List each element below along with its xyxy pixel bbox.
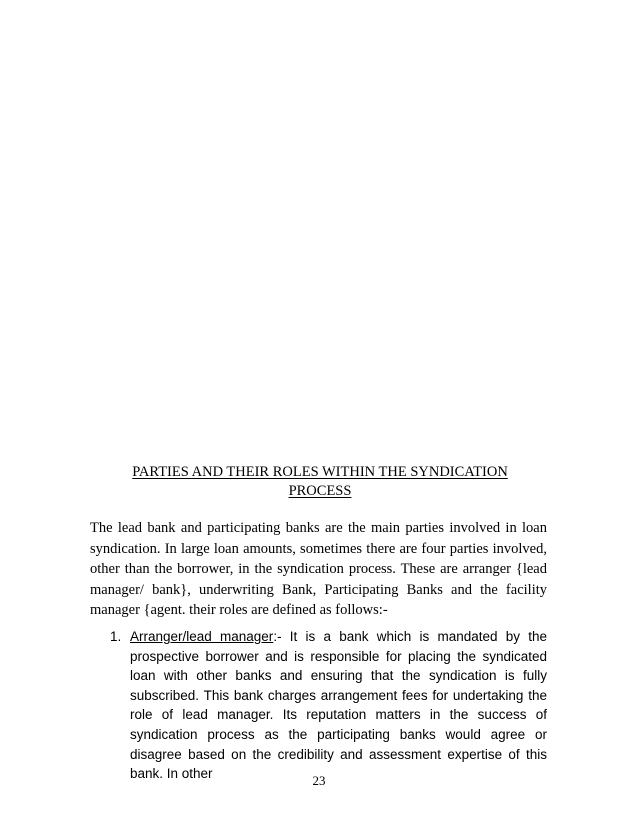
list-item-number: 1. <box>110 629 122 644</box>
intro-paragraph: The lead bank and participating banks are the main parties involved in loan syndication. In large loan amounts, sometimes there are four parties involved, other than the borrower, in the syndication process. These are arranger {lead manager/ bank}, underwriting Bank, Participating Banks and the facility manager {agent. their roles are defined as follows:- <box>90 520 547 618</box>
section-heading-line-1: PARTIES AND THEIR ROLES WITHIN THE SYNDICATION <box>132 464 508 480</box>
section-heading <box>90 463 550 482</box>
list-item-term: Arranger/lead manager <box>130 629 274 644</box>
section-heading-continued <box>90 482 550 501</box>
section-heading-line-2: PROCESS <box>288 483 352 499</box>
roles-list <box>110 627 547 784</box>
list-item-text: :- It is a bank which is mandated by the prospective borrower and is responsible for placing the syndicated loan with other banks and ensuring that the syndication is fully subscribed. This bank charges arrangement fees for undertaking the role of lead manager. Its reputation matters in the success of syndication process as the participating banks would agree or disagree based on the credibility and assessment expertise of this bank. In other <box>130 629 547 782</box>
list-item <box>110 627 547 784</box>
page-number: 23 <box>312 773 326 788</box>
